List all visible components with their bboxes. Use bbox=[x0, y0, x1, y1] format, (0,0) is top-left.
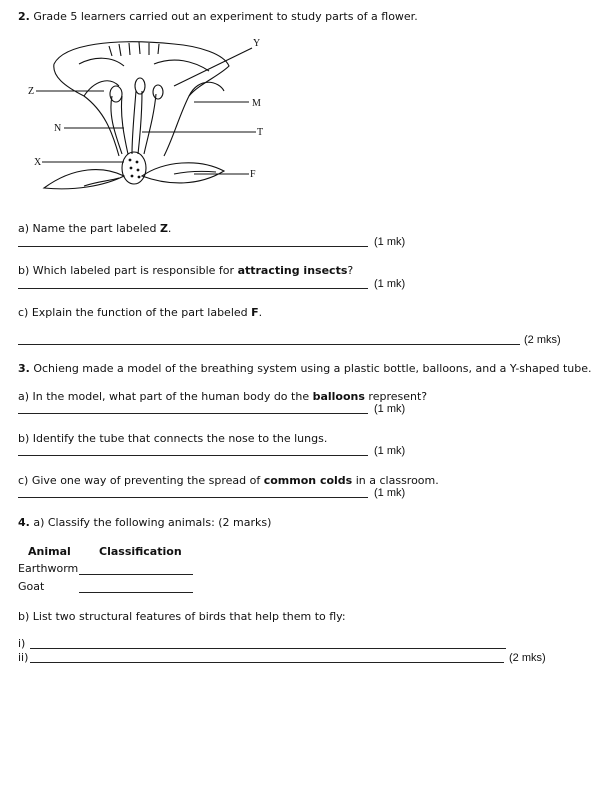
q3b-answer-line[interactable] bbox=[18, 455, 368, 456]
q4-stem-text: a) Classify the following animals: (2 marks) bbox=[33, 516, 272, 529]
q2-stem-text: Grade 5 learners carried out an experiment to study parts of a flower. bbox=[33, 10, 418, 23]
q3-number: 3. bbox=[18, 362, 30, 375]
q3a-post: represent? bbox=[364, 390, 428, 403]
q2c-post: . bbox=[258, 306, 263, 319]
q3c-answer-line[interactable] bbox=[18, 497, 368, 498]
q2a-answer-line[interactable] bbox=[18, 246, 368, 247]
animal-goat: Goat bbox=[18, 580, 45, 593]
q3a-bold: balloons bbox=[312, 390, 365, 403]
q4b-item-i: i) bbox=[18, 637, 26, 650]
flower-diagram bbox=[24, 36, 284, 206]
q2-stem bbox=[18, 10, 418, 23]
label-x: X bbox=[34, 157, 42, 168]
label-f: F bbox=[250, 169, 256, 180]
q3a-text bbox=[18, 390, 427, 403]
q3-stem bbox=[18, 362, 592, 375]
label-z: Z bbox=[28, 86, 35, 97]
q4-stem bbox=[18, 516, 271, 529]
q4b-text: b) List two structural features of birds that help them to fly: bbox=[18, 610, 346, 623]
q2c-mark: (2 mks) bbox=[524, 334, 561, 346]
q2b-post: ? bbox=[347, 264, 354, 277]
q3a-pre: a) In the model, what part of the human body do the bbox=[18, 390, 313, 403]
label-t: T bbox=[257, 127, 264, 138]
q4b-mark: (2 mks) bbox=[509, 652, 546, 664]
q2c-pre: c) Explain the function of the part labeled bbox=[18, 306, 252, 319]
q3c-post: in a classroom. bbox=[352, 474, 439, 487]
label-n: N bbox=[54, 123, 62, 134]
q4b-answer-line-ii[interactable] bbox=[30, 662, 504, 663]
q2c-text bbox=[18, 306, 262, 319]
table-header-animal: Animal bbox=[28, 545, 71, 558]
q2c-answer-line[interactable] bbox=[18, 344, 520, 345]
q3c-mark: (1 mk) bbox=[374, 487, 406, 499]
q4-number: 4. bbox=[18, 516, 30, 529]
q2a-bold: Z bbox=[159, 222, 168, 235]
q2a-post: . bbox=[167, 222, 172, 235]
q4b-item-ii: ii) bbox=[18, 651, 29, 664]
q2c-bold: F bbox=[251, 306, 259, 319]
q2a-text bbox=[18, 222, 171, 235]
q2b-answer-line[interactable] bbox=[18, 288, 368, 289]
label-y: Y bbox=[253, 38, 261, 49]
q4b-answer-line-i[interactable] bbox=[30, 648, 506, 649]
q2a-pre: a) Name the part labeled bbox=[18, 222, 160, 235]
q3a-answer-line[interactable] bbox=[18, 413, 368, 414]
q2b-mark: (1 mk) bbox=[374, 278, 406, 290]
earthworm-answer-line[interactable] bbox=[79, 574, 193, 575]
goat-answer-line[interactable] bbox=[79, 592, 193, 593]
label-m: M bbox=[252, 98, 261, 109]
animal-earthworm: Earthworm bbox=[18, 562, 79, 575]
q2-number: 2. bbox=[18, 10, 30, 23]
q3-stem-text: Ochieng made a model of the breathing system using a plastic bottle, balloons, and a Y-shaped tube. bbox=[33, 362, 592, 375]
q2a-mark: (1 mk) bbox=[374, 236, 406, 248]
q2b-text bbox=[18, 264, 353, 277]
q3c-pre: c) Give one way of preventing the spread of bbox=[18, 474, 264, 487]
q3b-text: b) Identify the tube that connects the nose to the lungs. bbox=[18, 432, 328, 445]
q3a-mark: (1 mk) bbox=[374, 403, 406, 415]
q2b-pre: b) Which labeled part is responsible for bbox=[18, 264, 238, 277]
q3c-text bbox=[18, 474, 439, 487]
table-header-classification: Classification bbox=[99, 545, 182, 558]
q2b-bold: attracting insects bbox=[237, 264, 348, 277]
q3c-bold: common colds bbox=[263, 474, 353, 487]
q3b-mark: (1 mk) bbox=[374, 445, 406, 457]
